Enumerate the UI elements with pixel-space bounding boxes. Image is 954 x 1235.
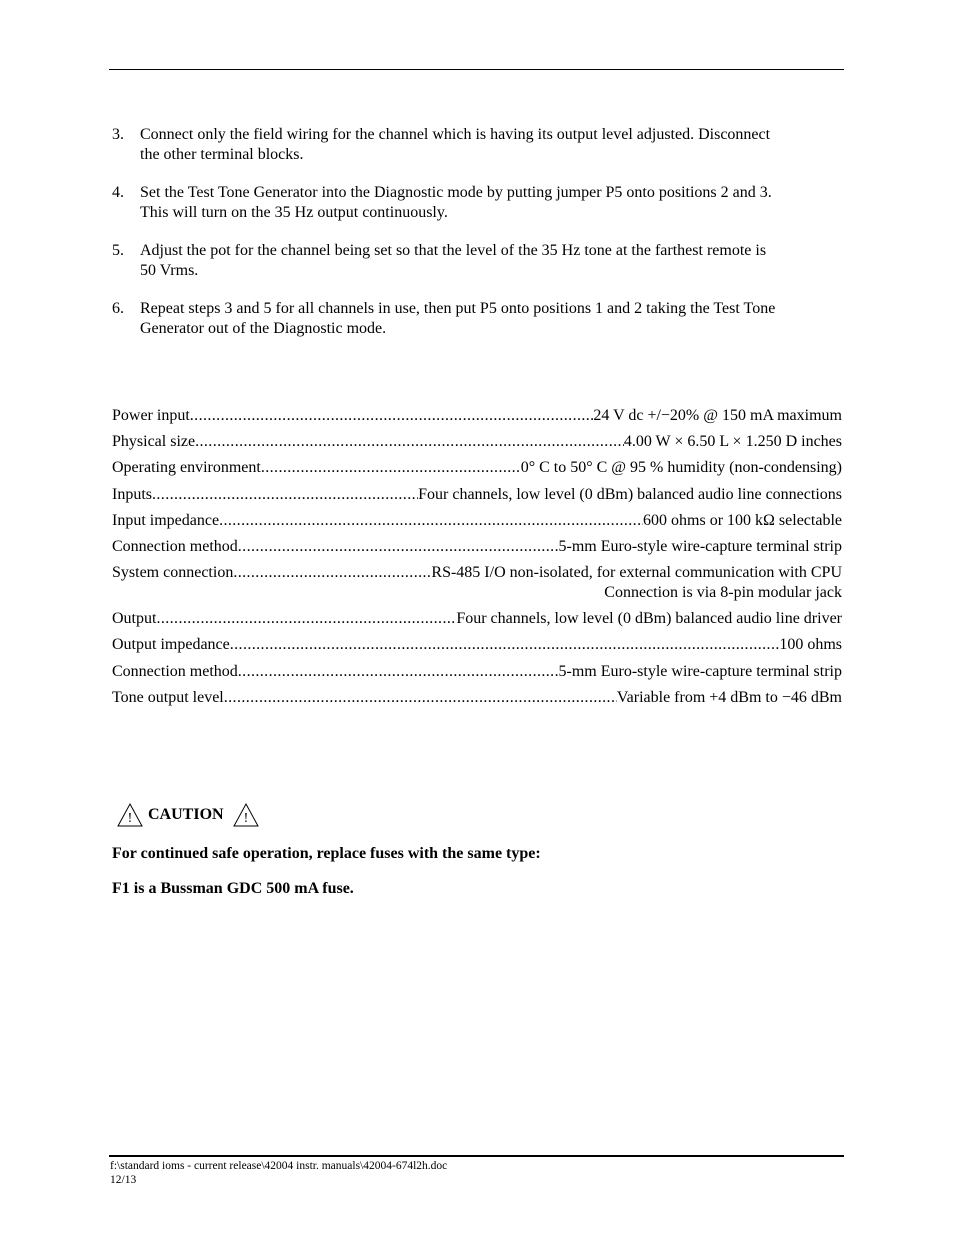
step-number: 5. xyxy=(112,242,124,259)
leader-dots xyxy=(261,458,521,478)
step-text: Connect only the field wiring for the channel which is having its output level adjusted. Disconnect xyxy=(140,126,771,143)
spec-value: 24 V dc +/−20% @ 150 mA maximum xyxy=(593,407,842,424)
spec-value: 5-mm Euro-style wire-capture terminal strip xyxy=(558,537,842,555)
header-rule xyxy=(109,69,844,70)
step-number: 3. xyxy=(112,126,124,143)
step-item xyxy=(112,125,842,164)
warning-triangle-icon xyxy=(232,802,260,828)
specifications-list xyxy=(112,406,842,714)
spec-row xyxy=(112,432,842,458)
spec-row xyxy=(112,662,842,688)
caution-heading xyxy=(116,800,260,830)
caution-label: CAUTION xyxy=(148,806,224,823)
spec-value: 5-mm Euro-style wire-capture terminal strip xyxy=(558,662,842,680)
spec-value: Four channels, low level (0 dBm) balanced audio line driver xyxy=(456,610,842,628)
step-text: 50 Vrms. xyxy=(140,261,199,279)
step-item xyxy=(112,241,842,280)
spec-value: Variable from +4 dBm to −46 dBm xyxy=(616,688,842,706)
spec-label: Inputs xyxy=(112,485,152,503)
spec-label: Connection method xyxy=(112,537,238,555)
step-text: Generator out of the Diagnostic mode. xyxy=(140,319,387,337)
spec-row xyxy=(112,635,842,661)
step-number: 6. xyxy=(112,300,124,317)
spec-row xyxy=(112,563,842,609)
spec-row xyxy=(112,537,842,563)
spec-label: Operating environment xyxy=(112,459,261,477)
spec-row xyxy=(112,406,842,432)
step-number: 4. xyxy=(112,184,124,201)
step-text: This will turn on the 35 Hz output continuously. xyxy=(140,203,448,221)
svg-text:!: ! xyxy=(243,811,248,826)
fuse-type: F1 is a Bussman GDC 500 mA fuse. xyxy=(112,880,354,897)
step-text: Adjust the pot for the channel being set so that the level of the 35 Hz tone at the farthest remote is xyxy=(140,242,767,259)
spec-value-continuation: Connection is via 8-pin modular jack xyxy=(604,583,842,601)
spec-label: Output impedance xyxy=(112,636,230,654)
spec-value: 0° C to 50° C @ 95 % humidity (non-condensing) xyxy=(520,459,842,477)
spec-label: Output xyxy=(112,610,157,628)
leader-dots xyxy=(238,662,559,682)
spec-row xyxy=(112,609,842,635)
footer xyxy=(110,1160,447,1187)
spec-row xyxy=(112,458,842,484)
spec-value: Four channels, low level (0 dBm) balanced audio line connections xyxy=(418,485,842,503)
spec-label: System connection xyxy=(112,564,234,582)
spec-value: 100 ohms xyxy=(779,636,842,654)
svg-text:!: ! xyxy=(127,811,133,826)
leader-dots xyxy=(152,485,418,505)
spec-label: Tone output level xyxy=(112,688,224,706)
spec-label: Connection method xyxy=(112,662,238,680)
leader-dots xyxy=(233,563,431,583)
footer-rule xyxy=(109,1155,844,1157)
spec-label: Physical size xyxy=(112,433,196,451)
spec-label: Input impedance xyxy=(112,511,220,529)
leader-dots xyxy=(238,537,559,557)
spec-row xyxy=(112,511,842,537)
footer-file-path: f:\standard ioms - current release\42004 instr. manuals\42004-674l2h.doc xyxy=(110,1160,448,1172)
leader-dots xyxy=(219,511,643,531)
leader-dots xyxy=(190,406,594,426)
spec-row xyxy=(112,485,842,511)
step-item xyxy=(112,299,842,338)
spec-value: 600 ohms or 100 kΩ selectable xyxy=(643,511,842,529)
spec-value: 4.00 W × 6.50 L × 1.250 D inches xyxy=(623,433,842,451)
spec-value: RS-485 I/O non-isolated, for external communication with CPU xyxy=(431,564,842,582)
fuse-instruction: For continued safe operation, replace fuses with the same type: xyxy=(112,845,541,862)
spec-label: Power input xyxy=(112,407,190,424)
leader-dots xyxy=(230,635,780,655)
procedure-steps xyxy=(112,125,842,357)
step-text: Repeat steps 3 and 5 for all channels in use, then put P5 onto positions 1 and 2 taking the Test Tone xyxy=(140,300,776,317)
step-text: Set the Test Tone Generator into the Diagnostic mode by putting jumper P5 onto positions 2 and 3. xyxy=(140,184,772,201)
step-item xyxy=(112,183,842,222)
leader-dots xyxy=(156,609,456,629)
step-text: the other terminal blocks. xyxy=(140,145,304,163)
leader-dots xyxy=(195,432,624,452)
warning-triangle-icon xyxy=(116,802,144,828)
leader-dots xyxy=(224,688,617,708)
spec-row xyxy=(112,688,842,714)
footer-date: 12/13 xyxy=(110,1173,137,1186)
